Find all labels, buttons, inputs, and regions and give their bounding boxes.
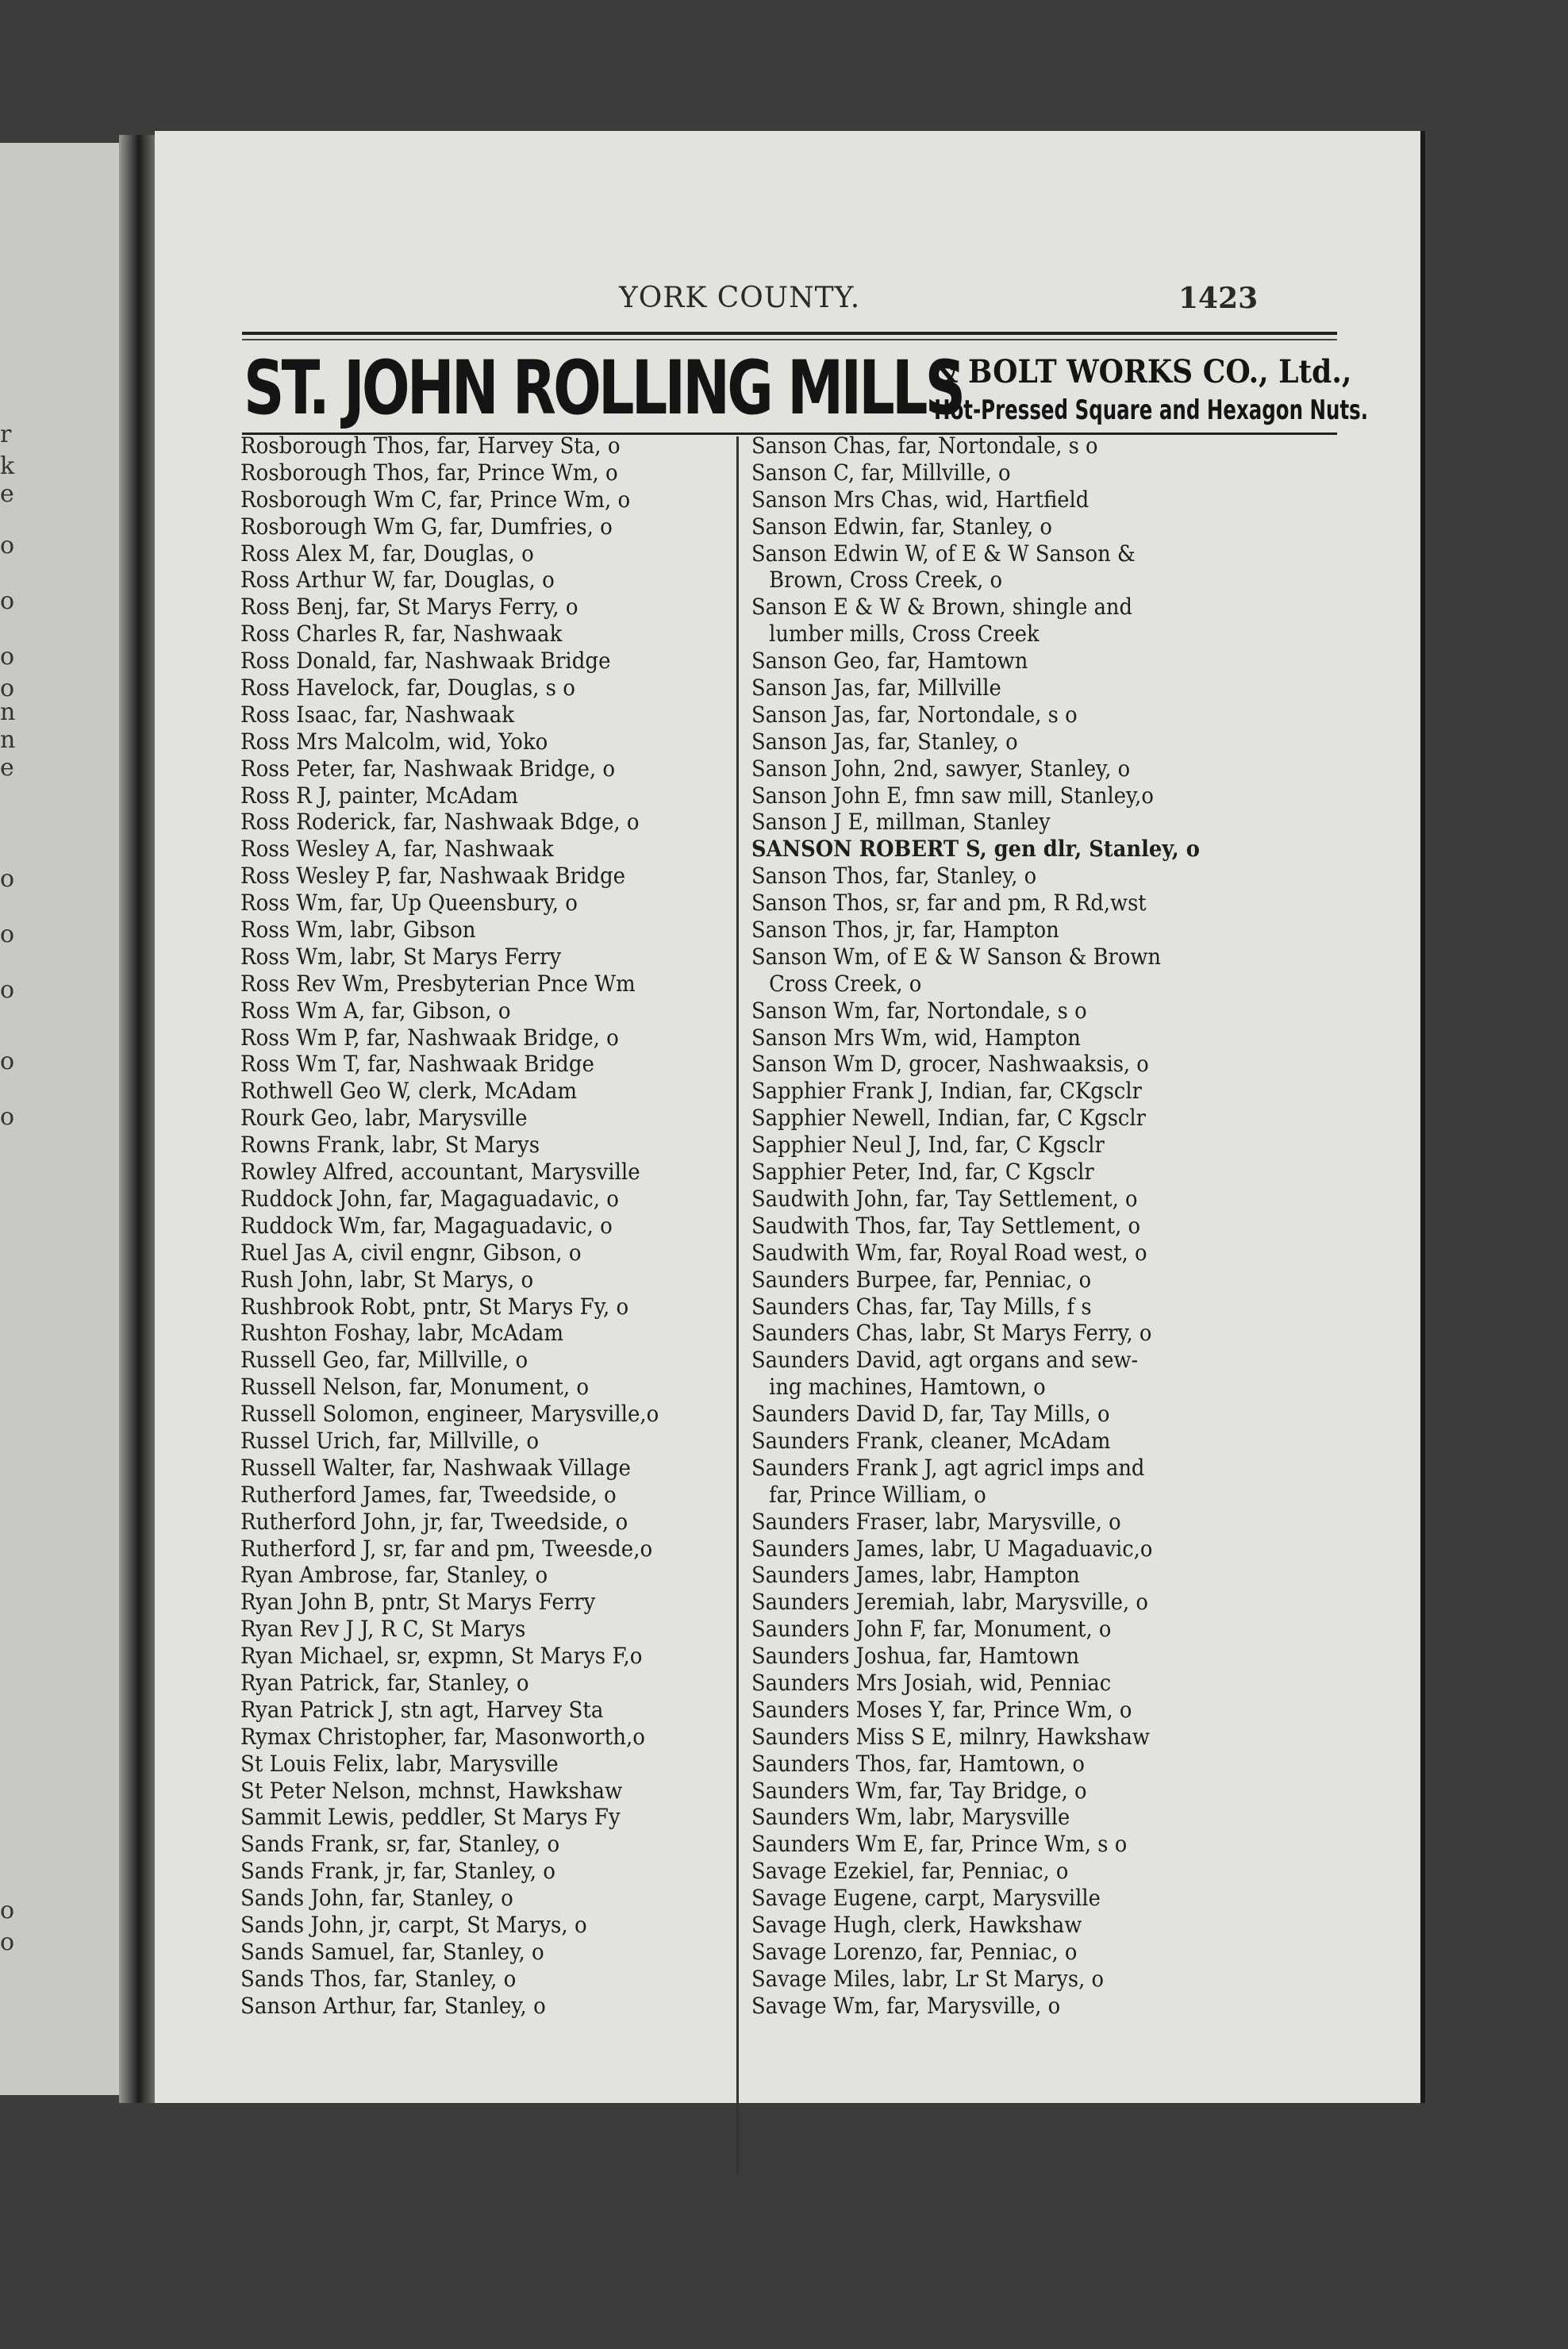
- directory-entry: Ruel Jas A, civil engnr, Gibson, o: [240, 1239, 582, 1266]
- directory-page: [155, 131, 1420, 2103]
- directory-entry: Ross Benj, far, St Marys Ferry, o: [240, 594, 578, 621]
- directory-entry: Sanson Edwin W, of E & W Sanson &: [751, 540, 1136, 567]
- directory-entry: Savage Ezekiel, far, Penniac, o: [751, 1858, 1069, 1885]
- facing-page-letter: r: [0, 421, 12, 448]
- left-column: [240, 433, 764, 2020]
- facing-page-letter: o: [0, 1928, 15, 1956]
- directory-entry: Ross R J, painter, McAdam: [240, 782, 518, 809]
- page-number: 1423: [1178, 282, 1259, 315]
- running-head: [155, 282, 1420, 321]
- directory-entry: Sands Thos, far, Stanley, o: [240, 1965, 517, 1992]
- directory-entry: Saunders Mrs Josiah, wid, Penniac: [751, 1669, 1112, 1696]
- directory-entry: Russell Walter, far, Nashwaak Village: [240, 1454, 631, 1481]
- directory-entry: Savage Hugh, clerk, Hawkshaw: [751, 1911, 1082, 1938]
- directory-entry: Ryan Ambrose, far, Stanley, o: [240, 1562, 548, 1589]
- column-divider: [736, 436, 739, 2174]
- directory-entry: Saunders Wm, far, Tay Bridge, o: [751, 1777, 1087, 1804]
- directory-entry: Savage Eugene, carpt, Marysville: [751, 1885, 1101, 1912]
- directory-entry: Sapphier Frank J, Indian, far, CKgsclr: [751, 1078, 1142, 1105]
- directory-entry: Sanson Thos, far, Stanley, o: [751, 863, 1037, 890]
- directory-entry: Saunders Moses Y, far, Prince Wm, o: [751, 1696, 1132, 1723]
- directory-entry: Ross Donald, far, Nashwaak Bridge: [240, 648, 611, 675]
- directory-entry: Sanson Wm, of E & W Sanson & Brown: [751, 943, 1162, 970]
- directory-entry: Ross Arthur W, far, Douglas, o: [240, 567, 555, 594]
- directory-entry: Russell Solomon, engineer, Marysville,o: [240, 1401, 659, 1428]
- directory-entry: Sands Samuel, far, Stanley, o: [240, 1938, 544, 1965]
- directory-entry: Rush John, labr, St Marys, o: [240, 1266, 534, 1293]
- directory-entry: Ryan Michael, sr, expmn, St Marys F,o: [240, 1643, 643, 1670]
- facing-page-letter: o: [0, 921, 15, 948]
- directory-entry: Ruddock Wm, far, Magaguadavic, o: [240, 1212, 613, 1239]
- directory-entry: ing machines, Hamtown, o: [769, 1374, 1046, 1401]
- directory-entry: Saunders Wm, labr, Marysville: [751, 1804, 1070, 1831]
- right-column: [751, 433, 1307, 2020]
- directory-entry: Sanson Edwin, far, Stanley, o: [751, 513, 1052, 540]
- directory-entry: Ross Peter, far, Nashwaak Bridge, o: [240, 755, 616, 782]
- directory-entry: Sapphier Neul J, Ind, far, C Kgsclr: [751, 1132, 1105, 1159]
- directory-entry: Saunders Fraser, labr, Marysville, o: [751, 1508, 1121, 1535]
- facing-page-letter: e: [0, 480, 14, 508]
- facing-page-letter: n: [0, 726, 16, 754]
- directory-entry: Ross Rev Wm, Presbyterian Pnce Wm: [240, 970, 636, 997]
- directory-entry: Ross Isaac, far, Nashwaak: [240, 701, 515, 728]
- directory-entry: Sanson Arthur, far, Stanley, o: [240, 1992, 546, 2019]
- directory-entry: Saunders Wm E, far, Prince Wm, s o: [751, 1831, 1128, 1858]
- directory-entry: Sanson Jas, far, Nortondale, s o: [751, 701, 1078, 728]
- directory-entry: Rymax Christopher, far, Masonworth,o: [240, 1723, 645, 1750]
- directory-entry: Ross Wesley A, far, Nashwaak: [240, 836, 554, 863]
- directory-entry: Saunders Joshua, far, Hamtown: [751, 1643, 1080, 1670]
- directory-entry: Saunders Chas, labr, St Marys Ferry, o: [751, 1320, 1152, 1347]
- directory-entry: St Peter Nelson, mchnst, Hawkshaw: [240, 1777, 623, 1804]
- directory-entry: lumber mills, Cross Creek: [769, 621, 1040, 648]
- directory-entry: Ryan Patrick, far, Stanley, o: [240, 1669, 529, 1696]
- directory-entry: Saunders David D, far, Tay Mills, o: [751, 1401, 1110, 1428]
- facing-page-letter: o: [0, 643, 15, 671]
- directory-entry: Sanson Wm, far, Nortondale, s o: [751, 997, 1087, 1024]
- directory-entry: far, Prince William, o: [769, 1481, 986, 1508]
- directory-entry: Rothwell Geo W, clerk, McAdam: [240, 1078, 578, 1105]
- directory-entry: Savage Miles, labr, Lr St Marys, o: [751, 1965, 1104, 1992]
- directory-entry: St Louis Felix, labr, Marysville: [240, 1750, 559, 1777]
- directory-entry: Saunders Chas, far, Tay Mills, f s: [751, 1293, 1092, 1320]
- directory-entry: Russell Nelson, far, Monument, o: [240, 1374, 590, 1401]
- directory-entry: Ross Wm, labr, St Marys Ferry: [240, 943, 562, 970]
- directory-entry: Rosborough Thos, far, Harvey Sta, o: [240, 433, 621, 459]
- directory-entry: Saudwith Thos, far, Tay Settlement, o: [751, 1212, 1141, 1239]
- directory-entry: Sanson Chas, far, Nortondale, s o: [751, 433, 1098, 459]
- county-title: YORK COUNTY.: [619, 282, 861, 314]
- directory-entry: Sanson Mrs Chas, wid, Hartfield: [751, 486, 1090, 513]
- facing-page-letter: o: [0, 675, 15, 702]
- facing-page-letter: o: [0, 1048, 15, 1075]
- directory-entry: Sanson J E, millman, Stanley: [751, 809, 1051, 836]
- directory-entry: Rushton Foshay, labr, McAdam: [240, 1320, 564, 1347]
- directory-entry: Rushbrook Robt, pntr, St Marys Fy, o: [240, 1293, 629, 1320]
- directory-entry: Russel Urich, far, Millville, o: [240, 1427, 540, 1454]
- directory-entry: Rutherford John, jr, far, Tweedside, o: [240, 1508, 628, 1535]
- directory-entry: Sapphier Peter, Ind, far, C Kgsclr: [751, 1159, 1094, 1186]
- facing-page-letter: o: [0, 532, 15, 559]
- facing-page-letter: n: [0, 698, 16, 726]
- directory-entry: Saunders Jeremiah, labr, Marysville, o: [751, 1589, 1148, 1616]
- directory-entry: Russell Geo, far, Millville, o: [240, 1347, 528, 1374]
- directory-entry: Sands Frank, sr, far, Stanley, o: [240, 1831, 560, 1858]
- directory-entry: Sanson Wm D, grocer, Nashwaaksis, o: [751, 1051, 1149, 1078]
- directory-entry: Rutherford J, sr, far and pm, Tweesde,o: [240, 1535, 653, 1562]
- directory-entry: Sands John, far, Stanley, o: [240, 1885, 513, 1912]
- facing-page-letter: o: [0, 1897, 15, 1924]
- directory-entry: Ruddock John, far, Magaguadavic, o: [240, 1185, 619, 1212]
- directory-entry: Saunders Thos, far, Hamtown, o: [751, 1750, 1085, 1777]
- directory-entry: Sanson Jas, far, Millville: [751, 675, 1001, 702]
- directory-entry: Saudwith Wm, far, Royal Road west, o: [751, 1239, 1147, 1266]
- directory-entry: Sanson C, far, Millville, o: [751, 459, 1011, 486]
- directory-entry: Saunders James, labr, U Magaduavic,o: [751, 1535, 1153, 1562]
- header-rule: [242, 332, 1337, 335]
- facing-page-edge: [0, 143, 119, 2095]
- directory-entry: Sammit Lewis, peddler, St Marys Fy: [240, 1804, 621, 1831]
- directory-entry: Savage Lorenzo, far, Penniac, o: [751, 1938, 1078, 1965]
- directory-entry: Saunders Miss S E, milnry, Hawkshaw: [751, 1723, 1150, 1750]
- directory-entry: Sanson Thos, jr, far, Hampton: [751, 917, 1059, 944]
- directory-entry: Ryan Patrick J, stn agt, Harvey Sta: [240, 1696, 604, 1723]
- directory-entry: Saunders David, agt organs and sew-: [751, 1347, 1139, 1374]
- directory-entry: Ross Havelock, far, Douglas, s o: [240, 675, 575, 702]
- directory-entry: Ross Wm, labr, Gibson: [240, 917, 476, 944]
- directory-entry-advertiser: SANSON ROBERT S, gen dlr, Stanley, o: [751, 836, 1200, 863]
- directory-entry: Ross Mrs Malcolm, wid, Yoko: [240, 728, 548, 755]
- directory-entry: Ross Wm A, far, Gibson, o: [240, 997, 511, 1024]
- directory-entry: Rosborough Wm G, far, Dumfries, o: [240, 513, 613, 540]
- facing-page-letter: o: [0, 1103, 15, 1131]
- directory-entry: Sanson Mrs Wm, wid, Hampton: [751, 1024, 1081, 1051]
- directory-entry: Sanson Thos, sr, far and pm, R Rd,wst: [751, 890, 1147, 917]
- directory-entry: Sanson Geo, far, Hamtown: [751, 648, 1028, 675]
- directory-entry: Ross Wm T, far, Nashwaak Bridge: [240, 1051, 594, 1078]
- directory-entry: Rowley Alfred, accountant, Marysville: [240, 1159, 640, 1186]
- directory-entry: Cross Creek, o: [769, 970, 922, 997]
- facing-page-letter: o: [0, 976, 15, 1004]
- facing-page-letter: e: [0, 754, 14, 782]
- directory-entry: Saunders Burpee, far, Penniac, o: [751, 1266, 1092, 1293]
- directory-entry: Sands John, jr, carpt, St Marys, o: [240, 1911, 587, 1938]
- directory-entry: Savage Wm, far, Marysville, o: [751, 1992, 1061, 2019]
- directory-entry: Saunders Frank J, agt agricl imps and: [751, 1454, 1145, 1481]
- facing-page-letter: k: [0, 452, 15, 480]
- directory-entry: Rutherford James, far, Tweedside, o: [240, 1481, 617, 1508]
- directory-entry: Sanson John, 2nd, sawyer, Stanley, o: [751, 755, 1131, 782]
- directory-entry: Ross Roderick, far, Nashwaak Bdge, o: [240, 809, 640, 836]
- directory-entry: Brown, Cross Creek, o: [769, 567, 1003, 594]
- directory-entry: Ross Charles R, far, Nashwaak: [240, 621, 563, 648]
- directory-entry: Ryan Rev J J, R C, St Marys: [240, 1616, 526, 1643]
- book-gutter: [119, 135, 155, 2103]
- ad-company-suffix: & BOLT WORKS CO., Ltd.,: [932, 353, 1352, 390]
- directory-entry: Saudwith John, far, Tay Settlement, o: [751, 1185, 1138, 1212]
- directory-entry: Sanson Jas, far, Stanley, o: [751, 728, 1018, 755]
- directory-entry: Rowns Frank, labr, St Marys: [240, 1132, 540, 1159]
- ad-company-name: ST. JOHN ROLLING MILLS: [244, 345, 963, 432]
- directory-entry: Saunders John F, far, Monument, o: [751, 1616, 1112, 1643]
- directory-entry: Rosborough Thos, far, Prince Wm, o: [240, 459, 618, 486]
- ad-product-line: Hot-Pressed Square and Hexagon Nuts.: [934, 394, 1369, 426]
- directory-entry: Saunders Frank, cleaner, McAdam: [751, 1427, 1111, 1454]
- directory-entry: Rosborough Wm C, far, Prince Wm, o: [240, 486, 631, 513]
- directory-entry: Ross Wesley P, far, Nashwaak Bridge: [240, 863, 626, 890]
- directory-entry: Sanson John E, fmn saw mill, Stanley,o: [751, 782, 1154, 809]
- facing-page-letter: o: [0, 587, 15, 615]
- directory-entry: Sanson E & W & Brown, shingle and: [751, 594, 1133, 621]
- directory-entry: Saunders James, labr, Hampton: [751, 1562, 1080, 1589]
- directory-entry: Sapphier Newell, Indian, far, C Kgsclr: [751, 1105, 1146, 1132]
- header-rule-thin: [242, 339, 1337, 340]
- directory-entry: Ryan John B, pntr, St Marys Ferry: [240, 1589, 596, 1616]
- directory-entry: Ross Alex M, far, Douglas, o: [240, 540, 534, 567]
- directory-entry: Sands Frank, jr, far, Stanley, o: [240, 1858, 555, 1885]
- directory-entry: Ross Wm, far, Up Queensbury, o: [240, 890, 578, 917]
- facing-page-letter: o: [0, 865, 15, 893]
- directory-entry: Ross Wm P, far, Nashwaak Bridge, o: [240, 1024, 619, 1051]
- directory-entry: Rourk Geo, labr, Marysville: [240, 1105, 528, 1132]
